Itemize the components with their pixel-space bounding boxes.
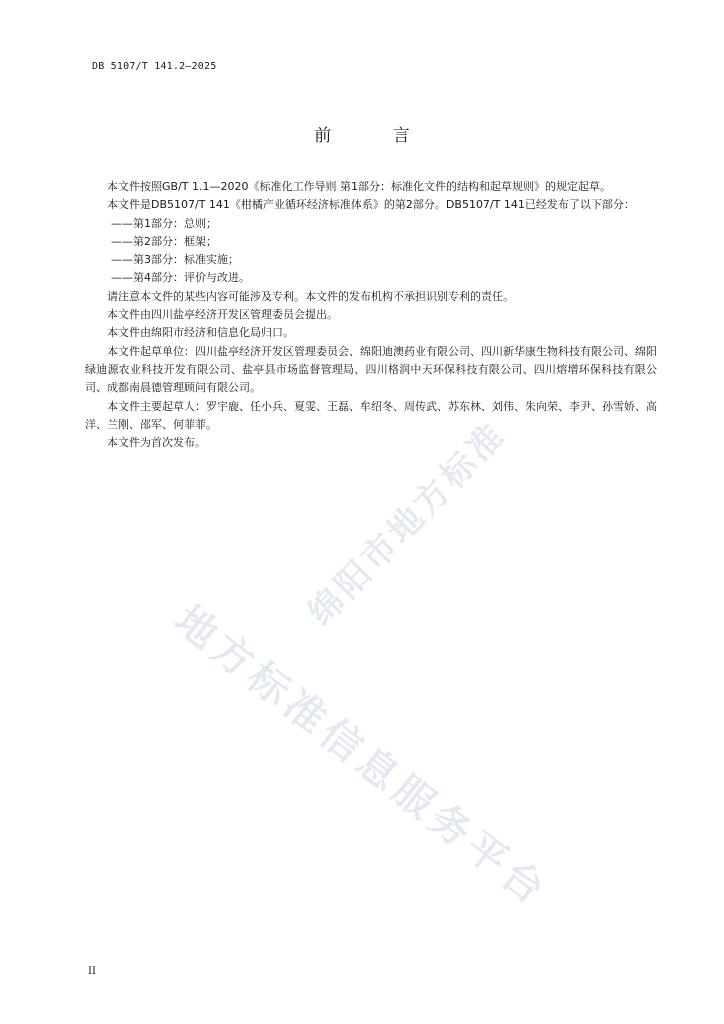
list-item-part3: ——第3部分：标准实施； xyxy=(111,253,239,267)
paragraph-drafting-rules: 本文件按照GB/T 1.1—2020《标准化工作导则 第1部分：标准化文件的结构和起草规则》的规定起草。 xyxy=(107,180,611,193)
watermark-line-1: 绵阳市地方标准 xyxy=(300,414,515,634)
paragraph-first-release: 本文件为首次发布。 xyxy=(107,436,206,450)
list-item-part2: ——第2部分：框架； xyxy=(111,234,217,248)
page-number: II xyxy=(88,966,96,977)
document-code: DB 5107/T 141.2—2025 xyxy=(92,61,217,72)
paragraph-administrator: 本文件由绵阳市经济和信息化局归口。 xyxy=(107,326,294,340)
page-title: 前 言 xyxy=(314,126,438,146)
paragraph-drafters: 本文件主要起草人：罗宇鹿、任小兵、夏雯、王磊、牟绍冬、周传武、苏东林、刘伟、朱向荣、李尹、孙雪娇、高洋、兰刚、邵军、何菲菲。 xyxy=(85,399,657,431)
list-item-part1: ——第1部分：总则； xyxy=(111,216,217,230)
paragraph-proposer: 本文件由四川盐亭经济开发区管理委员会提出。 xyxy=(107,308,338,322)
foreword-body xyxy=(85,178,657,452)
paragraph-patent-notice: 请注意本文件的某些内容可能涉及专利。本文件的发布机构不承担识别专利的责任。 xyxy=(107,289,514,303)
watermark-line-2: 地方标准信息服务平台 xyxy=(166,596,558,917)
paragraph-drafting-units: 本文件起草单位：四川盐亭经济开发区管理委员会、绵阳迪澳药业有限公司、四川新华康生物科技有限公司、绵阳绿迪源农业科技开发有限公司、盐亭县市场监督管理局、四川格润中天环保科技有限公司、四川熔增环保科技有限公司、成都南晨德管理顾问有限公司。 xyxy=(85,344,657,395)
paragraph-series-info: 本文件是DB5107/T 141《柑橘产业循环经济标准体系》的第2部分。DB5107/T 141已经发布了以下部分： xyxy=(107,198,635,212)
list-item-part4: ——第4部分：评价与改进。 xyxy=(111,271,250,285)
